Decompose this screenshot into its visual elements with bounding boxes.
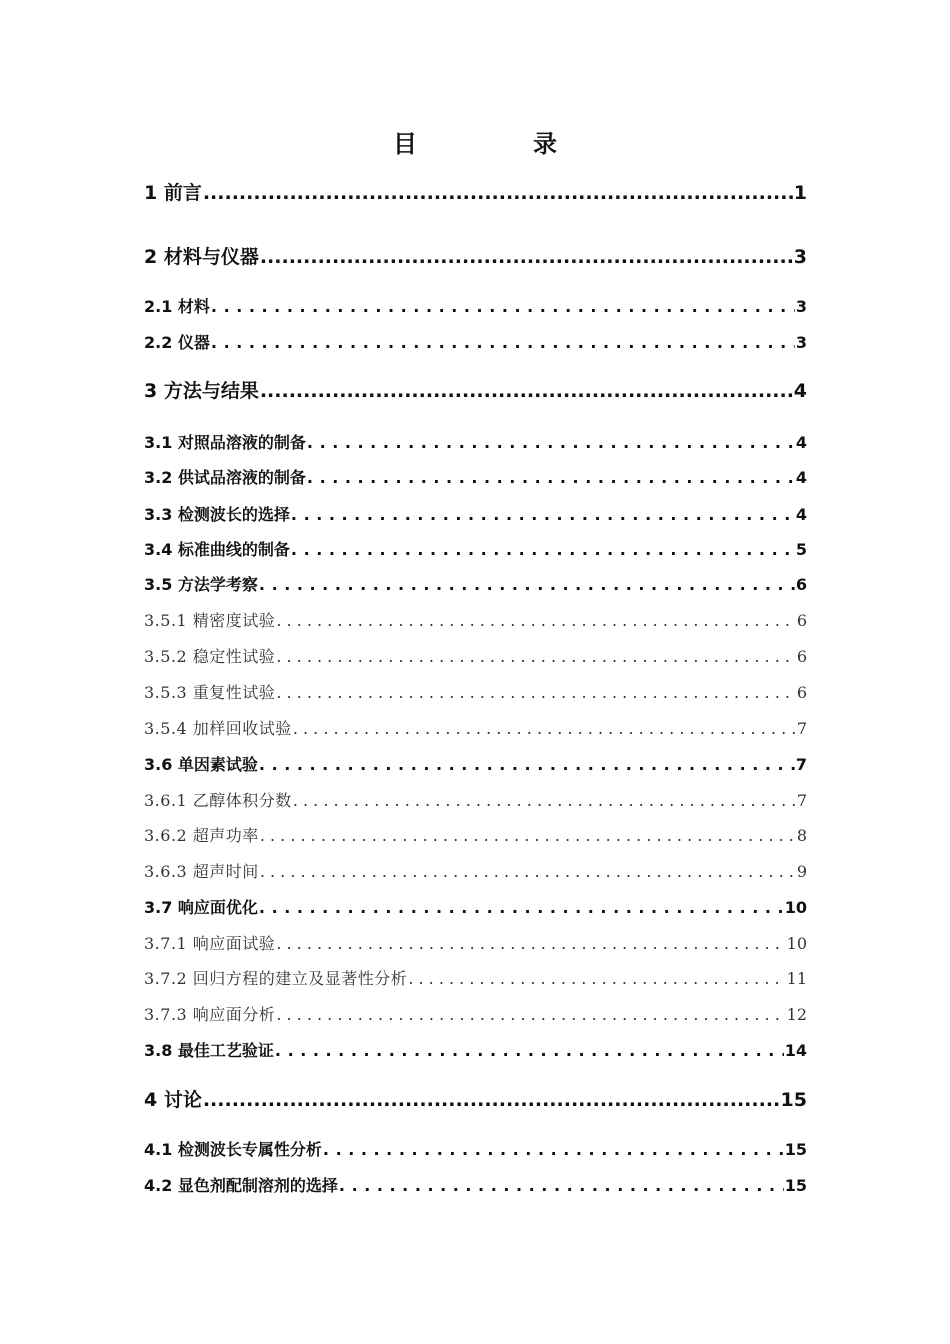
toc-entry-page-number: 3 — [795, 333, 807, 352]
toc-entry[interactable] — [144, 376, 807, 403]
toc-leader-dots — [291, 505, 795, 524]
toc-entry-label: 3 方法与结果 — [144, 380, 259, 402]
toc-leader-dots — [260, 826, 796, 845]
toc-entry-page-number: 1 — [793, 182, 807, 204]
toc-leader-dots — [276, 647, 796, 666]
toc-leader-dots — [259, 755, 795, 774]
toc-leader-dots — [408, 969, 785, 988]
toc-leader-dots — [293, 791, 796, 810]
toc-leader-dots — [307, 468, 795, 487]
toc-entry-label: 3.5.1 精密度试验 — [144, 611, 276, 630]
page-title: 目 录 — [393, 130, 603, 158]
toc-leader-dots — [260, 246, 793, 268]
toc-entry-label: 1 前言 — [144, 182, 202, 204]
toc-entry-label: 3.4 标准曲线的制备 — [144, 540, 290, 559]
toc-entry[interactable] — [144, 1085, 807, 1112]
toc-leader-dots — [259, 575, 795, 594]
toc-entry[interactable] — [144, 502, 807, 525]
toc-entry-label: 3.5.3 重复性试验 — [144, 683, 276, 702]
toc-entry-label: 3.5.4 加样回收试验 — [144, 719, 292, 738]
toc-entry-label: 2 材料与仪器 — [144, 246, 259, 268]
toc-leader-dots — [291, 540, 795, 559]
toc-entry[interactable] — [144, 178, 807, 205]
toc-entry[interactable] — [144, 608, 807, 631]
toc-entry-page-number: 6 — [796, 647, 807, 666]
toc-entry[interactable] — [144, 716, 807, 739]
toc-leader-dots — [276, 611, 796, 630]
toc-leader-dots — [275, 1041, 784, 1060]
toc-entry[interactable] — [144, 1173, 807, 1196]
toc-leader-dots — [259, 898, 784, 917]
toc-entry-label: 3.5.2 稳定性试验 — [144, 647, 276, 666]
toc-entry-label: 4 讨论 — [144, 1089, 202, 1111]
toc-entry-page-number: 9 — [796, 862, 807, 881]
toc-entry[interactable] — [144, 752, 807, 775]
toc-leader-dots — [307, 433, 795, 452]
toc-entry-page-number: 4 — [795, 505, 807, 524]
toc-entry-page-number: 7 — [795, 755, 807, 774]
toc-entry[interactable] — [144, 242, 807, 269]
toc-entry-page-number: 3 — [793, 246, 807, 268]
toc-entry-page-number: 15 — [784, 1140, 807, 1159]
toc-entry[interactable] — [144, 788, 807, 811]
toc-entry[interactable] — [144, 823, 807, 846]
toc-entry-page-number: 14 — [784, 1041, 807, 1060]
toc-entry[interactable] — [144, 680, 807, 703]
toc-entry-page-number: 15 — [784, 1176, 807, 1195]
toc-entry[interactable] — [144, 1002, 807, 1025]
toc-entry-page-number: 3 — [795, 297, 807, 316]
toc-entry-label: 3.1 对照品溶液的制备 — [144, 433, 306, 452]
toc-entry-label: 3.6.3 超声时间 — [144, 862, 259, 881]
toc-entry[interactable] — [144, 931, 807, 954]
toc-entry[interactable] — [144, 294, 807, 317]
toc-entry-page-number: 10 — [784, 898, 807, 917]
toc-entry-label: 4.1 检测波长专属性分析 — [144, 1140, 322, 1159]
toc-entry[interactable] — [144, 1137, 807, 1160]
toc-entry-label: 2.2 仪器 — [144, 333, 210, 352]
toc-entry-label: 3.6 单因素试验 — [144, 755, 258, 774]
toc-entry[interactable] — [144, 330, 807, 353]
toc-leader-dots — [260, 380, 793, 402]
toc-entry-page-number: 12 — [786, 1005, 807, 1024]
toc-leader-dots — [211, 297, 795, 316]
toc-entry-page-number: 7 — [796, 719, 807, 738]
toc-entry[interactable] — [144, 644, 807, 667]
toc-entry[interactable] — [144, 430, 807, 453]
toc-entry[interactable] — [144, 572, 807, 595]
toc-entry-page-number: 4 — [795, 468, 807, 487]
toc-entry-label: 3.7.1 响应面试验 — [144, 934, 276, 953]
toc-entry-page-number: 6 — [796, 683, 807, 702]
toc-leader-dots — [203, 182, 793, 204]
toc-entry-label: 3.8 最佳工艺验证 — [144, 1041, 274, 1060]
toc-leader-dots — [260, 862, 796, 881]
toc-entry-page-number: 8 — [796, 826, 807, 845]
toc-leader-dots — [276, 683, 796, 702]
toc-entry-label: 3.5 方法学考察 — [144, 575, 258, 594]
toc-entry-label: 3.7.2 回归方程的建立及显著性分析 — [144, 969, 408, 988]
toc-entry-label: 3.6.1 乙醇体积分数 — [144, 791, 292, 810]
toc-entry[interactable] — [144, 966, 807, 989]
toc-entry[interactable] — [144, 859, 807, 882]
toc-leader-dots — [276, 934, 785, 953]
toc-entry-label: 3.6.2 超声功率 — [144, 826, 259, 845]
toc-leader-dots — [276, 1005, 785, 1024]
toc-entry-page-number: 4 — [795, 433, 807, 452]
toc-leader-dots — [293, 719, 796, 738]
toc-entry-label: 3.2 供试品溶液的制备 — [144, 468, 306, 487]
toc-entry-page-number: 6 — [795, 575, 807, 594]
toc-entry-page-number: 4 — [793, 380, 807, 402]
toc-entry[interactable] — [144, 465, 807, 488]
toc-entry[interactable] — [144, 1038, 807, 1061]
toc-entry-page-number: 7 — [796, 791, 807, 810]
toc-entry-page-number: 5 — [795, 540, 807, 559]
toc-entry-page-number: 11 — [786, 969, 807, 988]
toc-entry-page-number: 15 — [780, 1089, 807, 1111]
toc-entry-label: 3.7 响应面优化 — [144, 898, 258, 917]
toc-leader-dots — [203, 1089, 780, 1111]
toc-entry-label: 3.3 检测波长的选择 — [144, 505, 290, 524]
toc-entry-label: 3.7.3 响应面分析 — [144, 1005, 276, 1024]
toc-leader-dots — [323, 1140, 784, 1159]
toc-entry[interactable] — [144, 537, 807, 560]
toc-entry-label: 2.1 材料 — [144, 297, 210, 316]
toc-entry-page-number: 6 — [796, 611, 807, 630]
toc-leader-dots — [211, 333, 795, 352]
toc-entry-label: 4.2 显色剂配制溶剂的选择 — [144, 1176, 338, 1195]
toc-leader-dots — [339, 1176, 784, 1195]
toc-entry[interactable] — [144, 895, 807, 918]
toc-entry-page-number: 10 — [786, 934, 807, 953]
